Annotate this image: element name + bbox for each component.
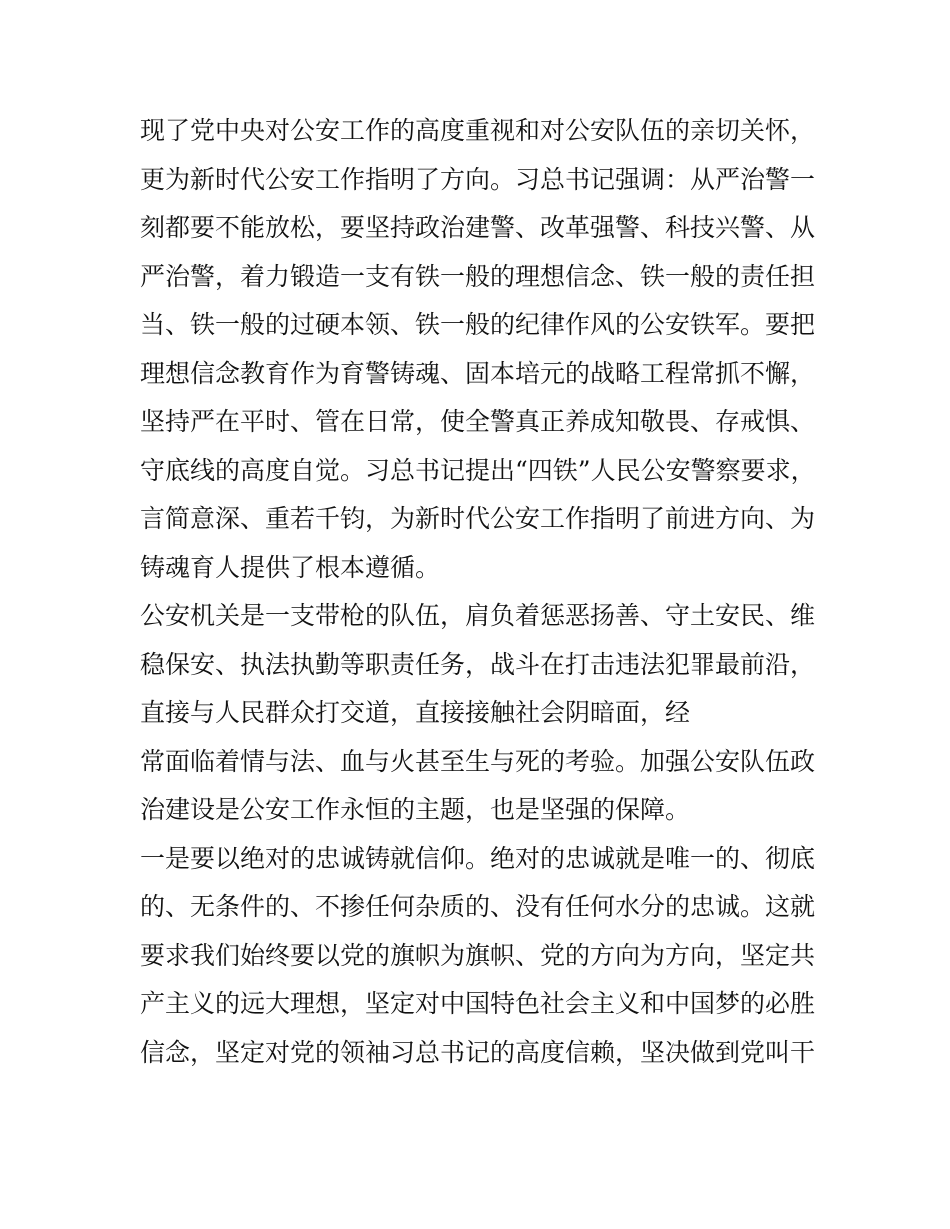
document-body [140,107,830,1077]
text-line: 守底线的高度自觉。习总书记提出“四铁”人民公安警察要求， [140,455,816,485]
text-line: 稳保安、执法执勤等职责任务，战斗在打击违法犯罪最前沿， [140,649,816,679]
text-line: 要求我们始终要以党的旗帜为旗帜、党的方向为方向，坚定共 [140,940,816,970]
text-line: 理想信念教育作为育警铸魂、固本培元的战略工程常抓不懈， [140,358,816,388]
text-line: 信念，坚定对党的领袖习总书记的高度信赖，坚决做到党叫干 [140,1037,816,1067]
text-line: 一是要以绝对的忠诚铸就信仰。绝对的忠诚就是唯一的、彻底 [140,843,816,873]
text-line: 常面临着情与法、血与火甚至生与死的考验。加强公安队伍政 [140,746,816,776]
text-line: 直接与人民群众打交道，直接接触社会阴暗面，经 [140,698,691,727]
text-line: 刻都要不能放松，要坚持政治建警、改革强警、科技兴警、从 [140,213,816,242]
text-line: 的、无条件的、不掺任何杂质的、没有任何水分的忠诚。这就 [140,892,816,921]
text-line: 更为新时代公安工作指明了方向。习总书记强调：从严治警一 [140,164,816,194]
text-line: 现了党中央对公安工作的高度重视和对公安队伍的亲切关怀， [140,116,816,145]
text-line: 当、铁一般的过硬本领、铁一般的纪律作风的公安铁军。要把 [140,310,816,339]
text-line: 治建设是公安工作永恒的主题，也是坚强的保障。 [140,795,691,824]
text-line: 言简意深、重若千钧，为新时代公安工作指明了前进方向、为 [140,504,816,533]
text-line: 产主义的远大理想，坚定对中国特色社会主义和中国梦的必胜 [140,989,816,1018]
text-line: 铸魂育人提供了根本遵循。 [140,552,441,582]
text-line: 坚持严在平时、管在日常，使全警真正养成知敬畏、存戒惧、 [140,407,816,436]
text-line: 严治警，着力锻造一支有铁一般的理想信念、铁一般的责任担 [140,261,816,291]
text-line: 公安机关是一支带枪的队伍，肩负着惩恶扬善、守土安民、维 [140,601,816,630]
